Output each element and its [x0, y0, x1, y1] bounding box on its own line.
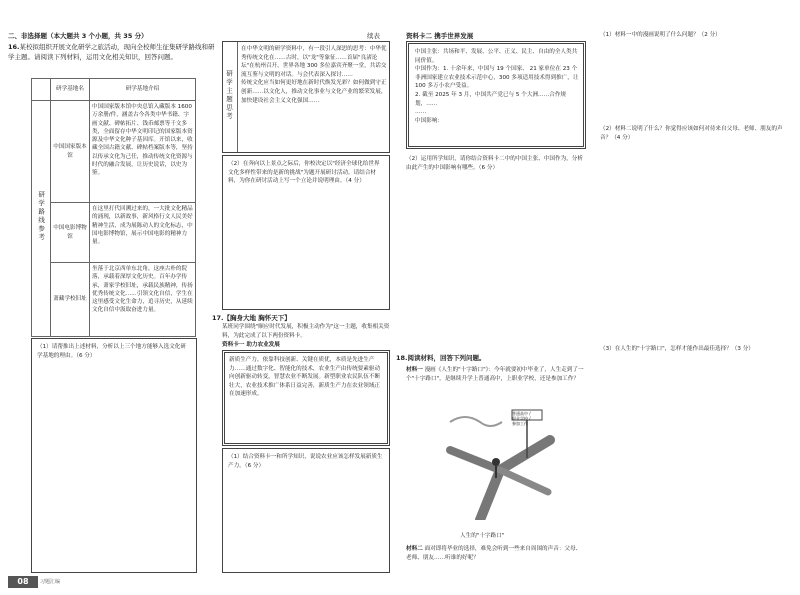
site-name-1: 中国国家版本馆: [51, 101, 90, 203]
side-label: 研学主题思考: [225, 70, 233, 121]
material2-label: 材料二: [406, 546, 423, 552]
col1-header: 研学基地名: [51, 79, 90, 101]
q18-part2-question: （2）材料二说明了什么？你觉得应该如何对待来自父母、老师、朋友的声音？（4 分）: [600, 126, 783, 141]
section-title: 二、非选择题（本大题共 3 个小题，共 35 分）: [8, 32, 148, 40]
continued-text: 在中华文明的研学资料中，有一段引人深思的思考：中华优秀传统文化在……古时，以"龙"等象征……首届"良渚论坛"在杭州召开，世界各地 300 多位嘉宾齐聚一堂，共话交流互鉴与文明的对话。与会代表深入探讨…… 传统文化应当如何更好地在新时代焕发光彩？如何做到守正创新……以文化人，推动文化事业与文化产业的繁荣发展，加快建设社会主义文化强国……: [241, 46, 387, 104]
site-text-2: 在这里打代回溯过来的，一大批文化精品的涌现，以新故事，新风格行文人民美好精神生活，成为展陈动人的文化标志，中国电影博物馆，展示中国电影的精神力量。: [90, 203, 196, 263]
road-right: [500, 470, 548, 492]
sign-text: 普通高中 / 职业学校 / 参加工作: [512, 411, 531, 426]
continued-label: 续表: [367, 32, 380, 40]
cloud-doodle: [450, 417, 502, 426]
q18-part1-question: （1）材料一中的漫画说明了什么问题？（2 分）: [600, 32, 721, 38]
material1-text: 漫画《人生的"十字路口"》：今年就要初中毕业了，人生走到了一个"十字路口"，是继续升学上普通高中，上职业学校，还是参加工作？: [406, 367, 584, 382]
card2-text: 中国主张：共场和平、发展、公平、正义、民主、自由的全人类共同价值。 中国作为：1. 十余年来，中国与 19 个国家、 21 家单位在 23 个非洲国家建立农业技术示范中心，300 多项适用技术得到推广，让 100 多万小农户受益。 2. 截至 2025 年 3 月，中国共产党已与 5 个大洲……合作规划，…… …… 中国影响：: [415, 49, 579, 124]
q16-intro-text: 某校拟组织开展文化研学之旅活动，现向全校师生征集研学路线和研学主题。请阅读下列材料，运用文化相关知识，回答问题。: [8, 43, 215, 61]
material2: [406, 545, 586, 562]
cartoon-caption: 人生的"十字路口": [460, 533, 505, 539]
q17-part1-answer-box[interactable]: [222, 448, 390, 573]
col2-header: 研学基地介绍: [90, 79, 196, 101]
q17-intro: 某班同学围绕"顺应时代发展，积极主动作为"这一主题，收集相关资料，为此完成了以下两份资料卡。: [222, 324, 390, 339]
material1: [406, 366, 586, 383]
row-label: 研学路线参考: [37, 191, 46, 243]
q18-part3-question: （3）在人生的"十字路口"，怎样才能作出最佳选择？（3 分）: [600, 346, 754, 352]
card1-text: 新质生产力，依靠科技创新、关键在质优，本质是先进生产力……通过数字化、智能化的技术，农业生产由传统要素驱动向创新驱动转变，智慧农业不断发展。新型职业农民队伍不断壮大，农业技术推广体系日益完善，新质生产力在农业领域正在加速形成。: [229, 357, 381, 398]
site-name-3: 萧藏学校旧址: [51, 263, 90, 337]
site-text-1: 中国国家版本馆中央总馆入藏版本 1600 万余册/件，涵盖古今各类中华书籍、字画文献、碑帖拓片、钱币邮票等千文多类，全面留存中华文明印记的国家版本资源及中华文化种子基因库。开馆以来，收藏全国古籍文献、碑帖档案版本等，坚持以传承文化为己任，推动传统文化资源与时代的融合发展，让历史说话，以史为鉴。: [90, 101, 196, 203]
page-number: 08: [8, 576, 38, 588]
q16-part2-answer-box[interactable]: [222, 155, 390, 310]
study-site-table: [31, 78, 196, 337]
continued-table: [222, 41, 390, 153]
crossroads-illustration: [430, 400, 570, 520]
q16-intro: [8, 42, 220, 62]
card2-question: （2）运用所学知识，请你结合资料卡二中的中国主张、中国作为，分析由此产生的中国影响有哪些。（6 分）: [406, 156, 583, 171]
q16-answer-box[interactable]: [31, 338, 197, 573]
figure-head: [492, 458, 500, 466]
card2-title: 资料卡二 携手世界发展: [406, 32, 474, 40]
material2-text: 面对即将毕业的选择，难免会听到一些来自周围的声音：父母、老师、朋友……听谁的好呢？: [406, 546, 582, 561]
q18-label: 18.阅读材料，回答下列问题。: [396, 354, 486, 362]
site-name-2: 中国电影博物馆: [51, 203, 90, 263]
card1-box: [222, 350, 390, 446]
material1-label: 材料一: [406, 367, 423, 373]
road-left: [450, 450, 500, 470]
q16-question: （1）请帮推出上述材料，分析以上三个地方能够入选文化研学基地的理由。（6 分）: [37, 344, 186, 359]
site-text-3: 坐落于北京西单东北角，这座古朴的院落，承载着深厚文化历史。百年办学传承，萧家学校旧址，承载民族精神，传扬优秀传统文化……引领文化自信，学生在这里感受文化生命力，追寻历史，从延续文化自信中汲取奋进力量。: [90, 263, 196, 337]
card2-box: [406, 41, 586, 149]
card1-title: 资料卡一 助力农业发展: [222, 342, 280, 348]
footer-badge: 习题汇编: [40, 579, 61, 585]
q16-number: 16.: [8, 43, 20, 51]
q16-part2-question: （2）在奔向以上景点之际后，你校决定以"经济全球化给世界文化多样性带来的是新的挑战"为题开展研讨活动。请结合材料，为你在研讨活动上写一个立论并说明理由。（4 分）: [228, 161, 380, 185]
q17-part1-question: （1）结合资料卡一和所学知识，说说农业应该怎样发展新质生产力。（6 分）: [228, 454, 383, 469]
q17-label: 17.【胸身大地 胸怀天下】: [212, 314, 291, 322]
